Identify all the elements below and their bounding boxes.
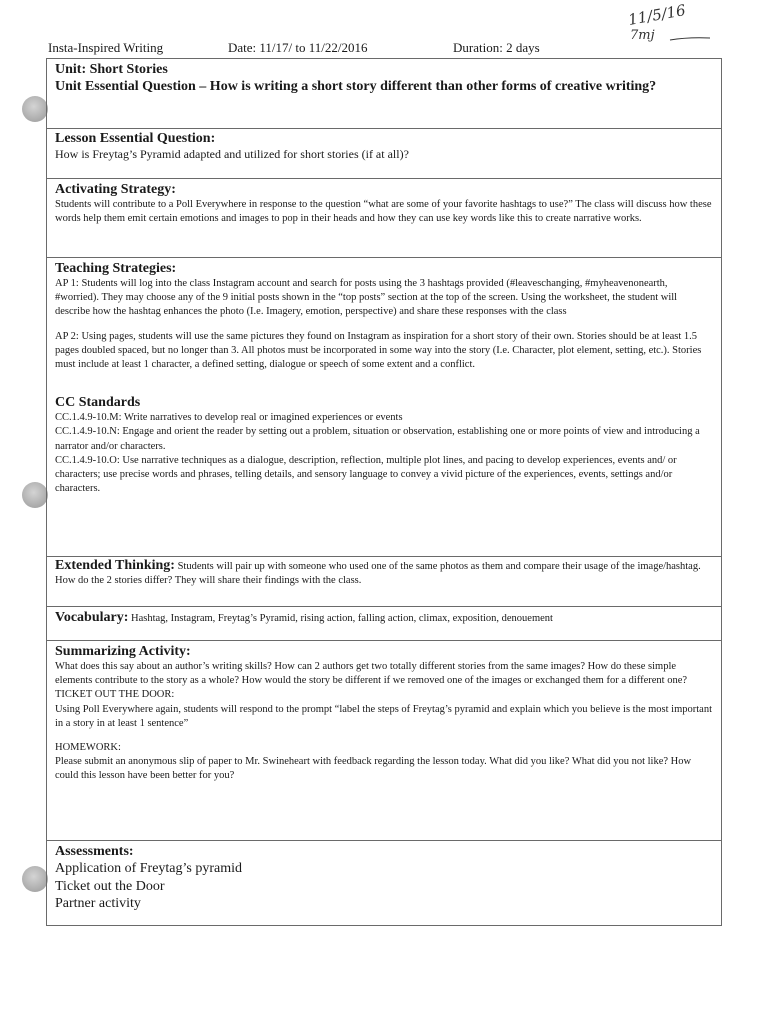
homework-heading: HOMEWORK: — [55, 742, 121, 754]
extended-thinking-heading: Extended Thinking: — [55, 558, 175, 573]
assessment-item: Partner activity — [55, 896, 141, 911]
teaching-heading: Teaching Strategies: — [55, 261, 177, 276]
vocabulary-text: Hashtag, Instagram, Freytag’s Pyramid, rising action, falling action, climax, exposition, denouement — [131, 613, 553, 624]
lesson-question-heading: Lesson Essential Question: — [55, 131, 216, 146]
lesson-plan-table — [46, 58, 722, 926]
assessment-item: Application of Freytag’s pyramid — [55, 861, 243, 876]
cc-standard-o: CC.1.4.9-10.O: Use narrative techniques as a dialogue, description, reflection, multiple plot lines, and pacing to develop experiences, events and/ or characters; use precise words and phrases, telling details, and sensory language to convey a vivid picture of the experiences, events, settings and/or characters. — [55, 454, 677, 495]
vocabulary-heading: Vocabulary: — [55, 610, 129, 625]
vocabulary-content — [55, 609, 713, 627]
ticket-heading: TICKET OUT THE DOOR: — [55, 689, 175, 701]
unit-essential-question: Unit Essential Question – How is writing a short story different than other forms of creative writing? — [55, 79, 657, 94]
ticket-text: Using Poll Everywhere again, students will respond to the prompt “label the steps of Freytag’s pyramid and explain which you believe is the most important in a story in at least 1 sentence” — [55, 703, 712, 729]
handwritten-initials: 7mj — [630, 28, 655, 43]
lesson-title: Insta-Inspired Writing — [48, 40, 164, 55]
assessments-section — [47, 841, 721, 925]
extended-thinking-text: Students will pair up with someone who used one of the same photos as them and compare their usage of the image/hashtag. How do the 2 stories differ? They will share their findings with the class. — [55, 561, 701, 587]
assessments-heading: Assessments: — [55, 844, 134, 859]
summarizing-text: What does this say about an author’s writing skills? How can 2 authors get two totally different stories from the same images? How do these simple elements contribute to the story as a whole? How would the story be different if we removed one of the images or exchanged them for a different one? — [55, 661, 688, 687]
unit-label: Unit: Short Stories — [55, 62, 168, 77]
vocabulary-section — [47, 607, 721, 641]
teaching-ap2: AP 2: Using pages, students will use the same pictures they found on Instagram as inspiration for a short story of their own. Stories should be at least 1.5 pages doubled spaced, but no longer than 3. All photos must be incorporated in some way into the story (I.e. Character, plot element, setting, etc.). Stories must include at least 1 character, a defined setting, dialogue or speech of some extent and a conflict. — [55, 330, 702, 371]
assessment-item: Ticket out the Door — [55, 878, 165, 894]
teaching-ap1: AP 1: Students will log into the class Instagram account and search for posts using the 3 hashtags provided (#leaveschanging, #myheavenonearth, #worried). They may choose any of the 9 initial posts shown in the “top posts” section at the top of the screen. Using the worksheet, the student will describe how the hashtag enhances the photo (I.e. Imagery, emotion, perspective) and share these responses with the class — [55, 278, 678, 318]
punch-hole-top — [22, 96, 48, 122]
lesson-date: Date: 11/17/ to 11/22/2016 — [228, 40, 368, 55]
lesson-duration: Duration: 2 days — [453, 40, 540, 55]
summarizing-section — [47, 641, 721, 841]
cc-standard-m: CC.1.4.9-10.M: Write narratives to develop real or imagined experiences or events — [55, 412, 403, 424]
cc-standard-n: CC.1.4.9-10.N: Engage and orient the reader by setting out a problem, situation or observation, establishing one or more points of view and introducing a narrator and/or characters. — [55, 426, 700, 452]
activating-text: Students will contribute to a Poll Everywhere in response to the question “what are some of your favorite hashtags to use?” The class will discuss how these words help them emit certain emotions and images to pop in their heads and how they can use key words like this to create narrative works. — [55, 199, 712, 225]
summarizing-heading: Summarizing Activity: — [55, 644, 191, 659]
lesson-question-text: How is Freytag’s Pyramid adapted and utilized for short stories (if at all)? — [55, 147, 409, 161]
homework-text: Please submit an anonymous slip of paper to Mr. Swineheart with feedback regarding the lesson today. What did you like? What did you not like? How could this lesson have been better for you? — [55, 756, 692, 782]
extended-thinking-section — [47, 557, 721, 607]
signature-stroke — [668, 34, 712, 44]
activating-heading: Activating Strategy: — [55, 182, 176, 197]
teaching-section — [47, 258, 721, 557]
cc-standards-heading: CC Standards — [55, 395, 141, 411]
punch-hole-bottom — [22, 866, 48, 892]
unit-section — [47, 59, 721, 129]
extended-thinking-content — [55, 559, 713, 588]
activating-section — [47, 179, 721, 258]
punch-hole-middle — [22, 482, 48, 508]
lesson-question-section — [47, 129, 721, 179]
handwritten-date: 11/5/16 — [626, 1, 687, 29]
